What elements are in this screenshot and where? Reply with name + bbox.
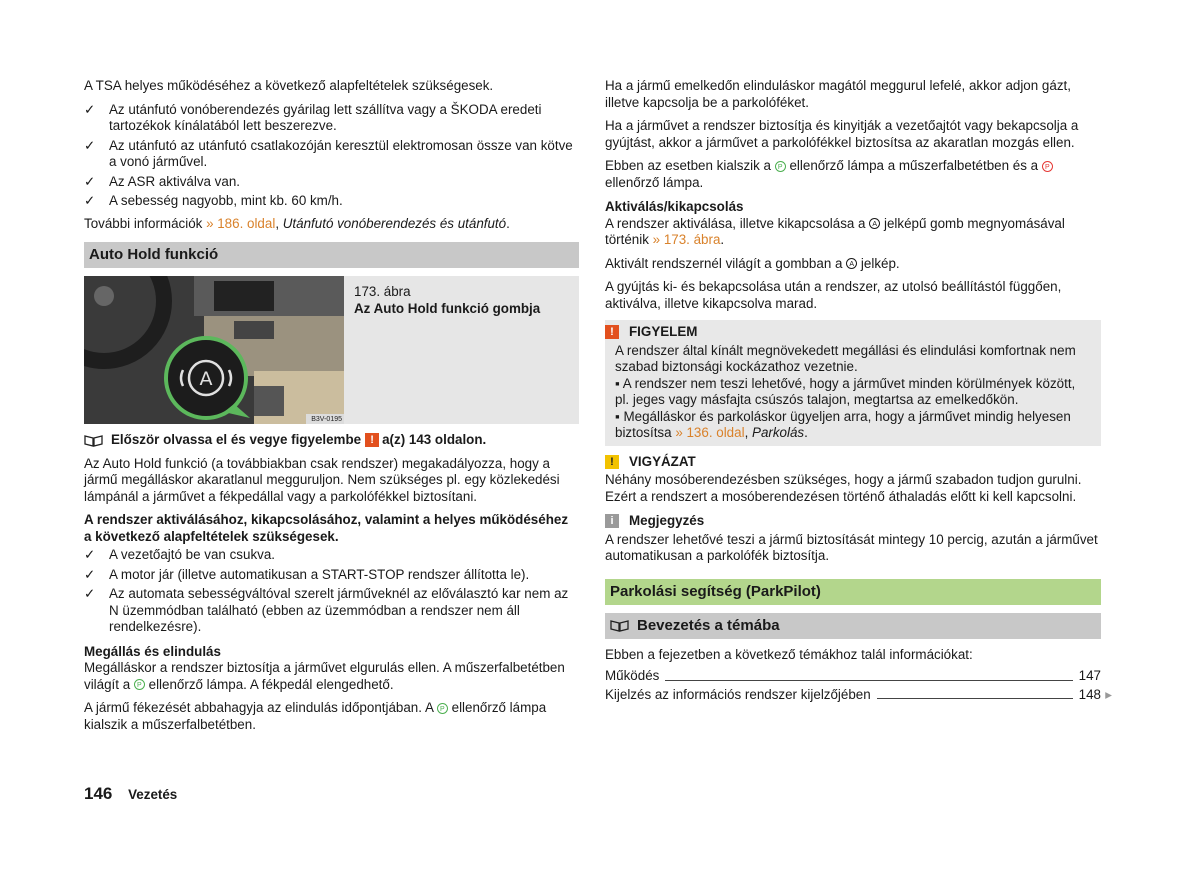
- toc-leader: [877, 698, 1073, 699]
- check-icon: ✓: [84, 173, 96, 189]
- right-p3: Ebben az esetben kialszik a P ellenőrző lámpa a műszerfalbetétben és a P ellenőrző lámpa.: [605, 158, 1101, 191]
- activation-title: Aktiválás/kikapcsolás: [605, 199, 744, 214]
- auto-hold-icon: A: [869, 218, 880, 229]
- book-icon: [84, 434, 103, 447]
- lit-text: Aktivált rendszernél világít a gombban a A jelkép.: [605, 255, 900, 271]
- check-icon: ✓: [84, 101, 96, 117]
- right-p1: Ha a jármű emelkedőn elinduláskor magától meggurul lefelé, akkor adjon gázt, illetve kapcsolja be a parkolóféket.: [605, 78, 1071, 110]
- check-item: ✓ A motor jár (illetve automatikusan a START-STOP rendszer állította le).: [84, 566, 530, 582]
- chapter-name: Vezetés: [128, 787, 178, 802]
- warning-bullet: ▪ A rendszer nem teszi lehetővé, hogy a járművet minden körülmények között, pl. jeges vagy másfajta csúszós talajon, megtartsa az emelkedőkön.: [615, 375, 1076, 407]
- brake-lamp-icon: P: [437, 703, 448, 714]
- page-link[interactable]: » 136. oldal: [675, 425, 745, 440]
- warning-bullet: ▪ Megálláskor és parkoláskor ügyeljen arra, hogy a járművet mindig helyesen biztosítsa » 136. oldal, Parkolás.: [615, 408, 1071, 440]
- intro-bar: Bevezetés a témába: [605, 613, 1101, 639]
- warning-text: A rendszer által kínált megnövekedett megállási és elindulási komfortnak nem szabad biztonsági kockázathoz vezetnie.: [615, 342, 1076, 374]
- info-icon: i: [605, 514, 619, 528]
- page-number: 146: [84, 784, 113, 803]
- figure-code: B3V-0195: [311, 416, 342, 423]
- toc-entry[interactable]: Kijelzés az információs rendszer kijelzőjében 148 ▸: [605, 686, 1112, 702]
- check-icon: ✓: [84, 547, 96, 562]
- figure-173: [84, 276, 579, 424]
- section-title-parkpilot: Parkolási segítség (ParkPilot): [605, 579, 1101, 605]
- left-column: [84, 78, 579, 740]
- more-info: További információk » 186. oldal, Utánfutó vonóberendezés és utánfutó.: [84, 215, 510, 231]
- right-p2: Ha a járművet a rendszer biztosítja és kinyitják a vezetőajtót vagy bekapcsolja a gyújtást, akkor a járművet a parkolófékkel biztosítsa az akaratlan mozgás ellen.: [605, 118, 1079, 150]
- figure-link[interactable]: » 173. ábra: [652, 232, 721, 247]
- check-item: ✓ A vezetőajtó be van csukva.: [84, 547, 275, 562]
- check-icon: ✓: [84, 566, 96, 582]
- dashboard-illustration: [84, 276, 344, 424]
- caution-text: Néhány mosóberendezésben szükséges, hogy a jármű szabadon tudjon gurulni. Ezért a rendszert a mosóberendezésen történő áthaladás előtt ki kell kapcsolni.: [605, 472, 1082, 504]
- figure-caption: [344, 276, 579, 424]
- check-item: ✓ Az utánfutó vonóberendezés gyárilag lett szállítva vagy a ŠKODA eredeti tartozékok kínálatából lett beszerezve.: [84, 101, 542, 133]
- caution-icon: !: [605, 455, 619, 469]
- read-first-note: Először olvassa el és vegye figyelembe ! a(z) 143 oldalon.: [84, 432, 579, 449]
- check-item: ✓ Az ASR aktiválva van.: [84, 173, 240, 189]
- figure-image: [84, 276, 344, 424]
- tsa-intro: A TSA helyes működéséhez a következő alapfeltételek szükségesek.: [84, 78, 494, 93]
- figure-number: 173. ábra: [354, 284, 411, 299]
- section-title-auto-hold: Auto Hold funkció: [84, 242, 579, 268]
- brake-lamp-icon: P: [134, 679, 145, 690]
- note-header: i Megjegyzés: [605, 513, 1101, 530]
- brake-lamp-icon: P: [1042, 161, 1053, 172]
- brake-text: A jármű fékezését abbahagyja az elindulás időpontjában. A P ellenőrző lámpa kialszik a műszerfalbetétben.: [84, 700, 547, 732]
- note-text: A rendszer lehetővé teszi a jármű biztosítását mintegy 10 percig, azután a járművet automatikusan a parkolófék biztosítja.: [605, 531, 1098, 563]
- intro-text: Ebben a fejezetben a következő témákhoz talál információkat:: [605, 646, 973, 662]
- figure-caption-text: Az Auto Hold funkció gombja: [354, 300, 541, 316]
- auto-hold-description: Az Auto Hold funkció (a továbbiakban csak rendszer) megakadályozza, hogy a jármű megálláskor akaratlanul meggurulјon. Nem szükséges pl. egy közlekedési lámpánál a járművet a fékpedállal vagy a parkolófékkel biztosítani.: [84, 455, 560, 504]
- toc-leader: [665, 680, 1072, 681]
- check-icon: ✓: [84, 137, 96, 153]
- check-item: ✓ Az automata sebességváltóval szerelt járműveknél az előválasztó kar nem az N üzemmódban található (ebben az üzemmódban a rendszer nem áll rendelkezésre).: [84, 586, 569, 634]
- brake-lamp-icon: P: [775, 161, 786, 172]
- warning-box: [605, 320, 1101, 446]
- check-icon: ✓: [84, 193, 96, 208]
- right-column: [605, 78, 1112, 705]
- auto-hold-icon: A: [846, 258, 857, 269]
- check-icon: ✓: [84, 586, 96, 601]
- check-item: ✓ A sebesség nagyobb, mint kb. 60 km/h.: [84, 193, 343, 208]
- exclamation-icon: !: [365, 433, 379, 447]
- stop-text: Megálláskor a rendszer biztosítja a járművet elgurulás ellen. A műszerfalbetétben világít a P ellenőrző lámpa. A fékpedál elengedhető.: [84, 660, 565, 692]
- memory-text: A gyújtás ki- és bekapcsolása után a rendszer, az utolsó beállítástól függően, aktiválva, illetve kikapcsolva marad.: [605, 279, 1062, 311]
- stop-heading: Megállás és elindulás: [84, 643, 221, 659]
- book-icon: [610, 619, 629, 632]
- page-footer: [84, 786, 177, 804]
- activation-text: A rendszer aktiválása, illetve kikapcsolása a A jelképű gomb megnyomásával történik » 173. ábra.: [605, 215, 1065, 247]
- check-item: ✓ Az utánfutó az utánfutó csatlakozóján keresztül elektromosan össze van kötve a vonó járművel.: [84, 137, 573, 169]
- toc-entry[interactable]: Működés 147: [605, 668, 1101, 683]
- warning-header: ! FIGYELEM: [605, 324, 1091, 341]
- continue-arrow-icon: ▸: [1105, 686, 1112, 702]
- svg-text:A: A: [199, 368, 213, 390]
- caution-header: ! VIGYÁZAT: [605, 454, 1101, 471]
- activation-heading: A rendszer aktiválásához, kikapcsolásához, valamint a helyes működéséhez a következő alapfeltételek szükségesek.: [84, 512, 569, 544]
- exclamation-icon: !: [605, 325, 619, 339]
- page-link[interactable]: » 186. oldal: [206, 215, 276, 231]
